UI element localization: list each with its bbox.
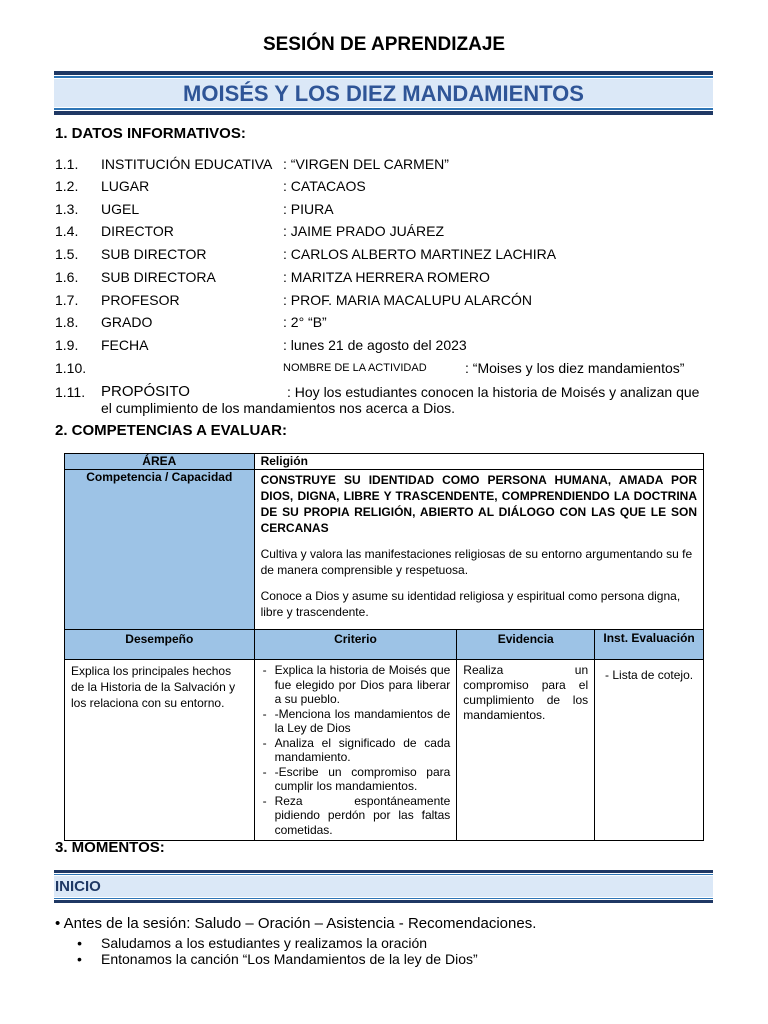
area-value: Religión: [254, 454, 703, 470]
info-value: : JAIME PRADO JUÁREZ: [283, 223, 445, 239]
info-value-continuation: el cumplimiento de los mandamientos nos acerca a Dios.: [101, 400, 456, 416]
info-value: : “Moises y los diez mandamientos”: [465, 360, 685, 376]
info-number: 1.4.: [55, 223, 79, 239]
info-number: 1.8.: [55, 314, 79, 330]
criterio-item: - Analiza el significado de cada mandamiento.: [261, 736, 451, 765]
bullet-icon: •: [55, 915, 61, 932]
criterio-item: - Reza espontáneamente pidiendo perdón por las faltas cometidas.: [261, 794, 451, 838]
area-label: ÁREA: [65, 454, 255, 470]
info-number: 1.9.: [55, 337, 79, 353]
info-number: 1.6.: [55, 269, 79, 285]
header-criterio: Criterio: [254, 630, 457, 660]
sub-item: [77, 935, 427, 951]
info-value: : 2° “B”: [283, 314, 327, 330]
section-heading-momentos: 3. MOMENTOS:: [55, 839, 165, 856]
capacidad-text: Conoce a Dios y asume su identidad religiosa y espiritual como persona digna, libre y trascendente.: [260, 589, 681, 619]
info-label: PROPÓSITO: [101, 383, 190, 400]
competencias-table: [64, 453, 704, 841]
info-value: : PIURA: [283, 201, 334, 217]
capacidad-text: Cultiva y valora las manifestaciones religiosas de su entorno argumentando su fe de manera comprensible y respetuosa.: [260, 547, 693, 577]
info-value: : Hoy los estudiantes conocen la historia de Moisés y analizan que: [287, 384, 700, 400]
competencia-label: Competencia / Capacidad: [65, 470, 255, 630]
competencia-text: CONSTRUYE SU IDENTIDAD COMO PERSONA HUMANA, AMADA POR DIOS, DIGNA, LIBRE Y TRASCENDENTE, COMPRENDIENDO LA DOCTRINA DE SU PROPIA RELIGIÓN, ABIERTO AL DIÁLOGO CON LAS QUE LE SON CERCANAS: [260, 473, 697, 535]
criterio-item: - Explica la historia de Moisés que fue elegido por Dios para liberar a su pueblo.: [261, 663, 451, 707]
info-number: 1.1.: [55, 156, 79, 172]
main-title: MOISÉS Y LOS DIEZ MANDAMIENTOS: [183, 81, 584, 106]
info-label: SUB DIRECTOR: [101, 246, 207, 262]
header-instrumento: Inst. Evaluación: [595, 630, 704, 660]
criterio-item: - -Escribe un compromiso para cumplir los mandamientos.: [261, 765, 451, 794]
main-title-banner: [54, 71, 713, 115]
header-desempeno: Desempeño: [65, 630, 255, 660]
document-title: SESIÓN DE APRENDIZAJE: [262, 34, 506, 55]
sub-item: [77, 951, 478, 967]
info-number: 1.10.: [55, 360, 87, 376]
bullet-icon: •: [77, 951, 82, 967]
section-heading-competencias: 2. COMPETENCIAS A EVALUAR:: [55, 422, 287, 439]
sub-item-text: Saludamos a los estudiantes y realizamos la oración: [101, 935, 428, 951]
info-value: : MARITZA HERRERA ROMERO: [283, 269, 490, 285]
info-label: UGEL: [101, 201, 140, 217]
criterio-list: [255, 660, 457, 840]
sub-item-text: Entonamos la canción “Los Mandamientos de la ley de Dios”: [101, 951, 478, 967]
header-evidencia: Evidencia: [457, 630, 595, 660]
info-value: : CATACAOS: [283, 178, 366, 194]
inicio-label: INICIO: [55, 878, 101, 895]
info-label: FECHA: [101, 337, 149, 353]
info-number: 1.2.: [55, 178, 79, 194]
section-heading-datos: 1. DATOS INFORMATIVOS:: [55, 125, 246, 142]
info-label: PROFESOR: [101, 292, 180, 308]
inicio-banner: [54, 870, 713, 903]
evidencia-cell: Realiza un compromiso para el cumplimiento de los mandamientos.: [457, 660, 595, 841]
info-label: DIRECTOR: [101, 223, 174, 239]
antes-text: Antes de la sesión: Saludo – Oración – Asistencia - Recomendaciones.: [63, 915, 537, 932]
info-label: GRADO: [101, 314, 153, 330]
info-label: SUB DIRECTORA: [101, 269, 216, 285]
info-value: : “VIRGEN DEL CARMEN”: [283, 156, 449, 172]
criterio-item: - -Menciona los mandamientos de la Ley de Dios: [261, 707, 451, 736]
info-value: : lunes 21 de agosto del 2023: [283, 337, 467, 353]
info-number: 1.3.: [55, 201, 79, 217]
info-value: : CARLOS ALBERTO MARTINEZ LACHIRA: [283, 246, 557, 262]
instrumento-cell: - Lista de cotejo.: [595, 660, 704, 841]
info-number: 1.5.: [55, 246, 79, 262]
competencia-cell: [254, 470, 703, 630]
criterio-cell: [254, 660, 457, 841]
desempeno-cell: Explica los principales hechos de la Historia de la Salvación y los relaciona con su entorno.: [65, 660, 255, 841]
info-label: INSTITUCIÓN EDUCATIVA: [101, 156, 273, 172]
info-value: : PROF. MARIA MACALUPU ALARCÓN: [283, 292, 532, 308]
antes-item: [55, 915, 536, 932]
bullet-icon: •: [77, 935, 82, 951]
info-number: 1.11.: [55, 384, 86, 400]
info-number: 1.7.: [55, 292, 79, 308]
info-label: LUGAR: [101, 178, 150, 194]
info-label: NOMBRE DE LA ACTIVIDAD: [283, 362, 427, 374]
